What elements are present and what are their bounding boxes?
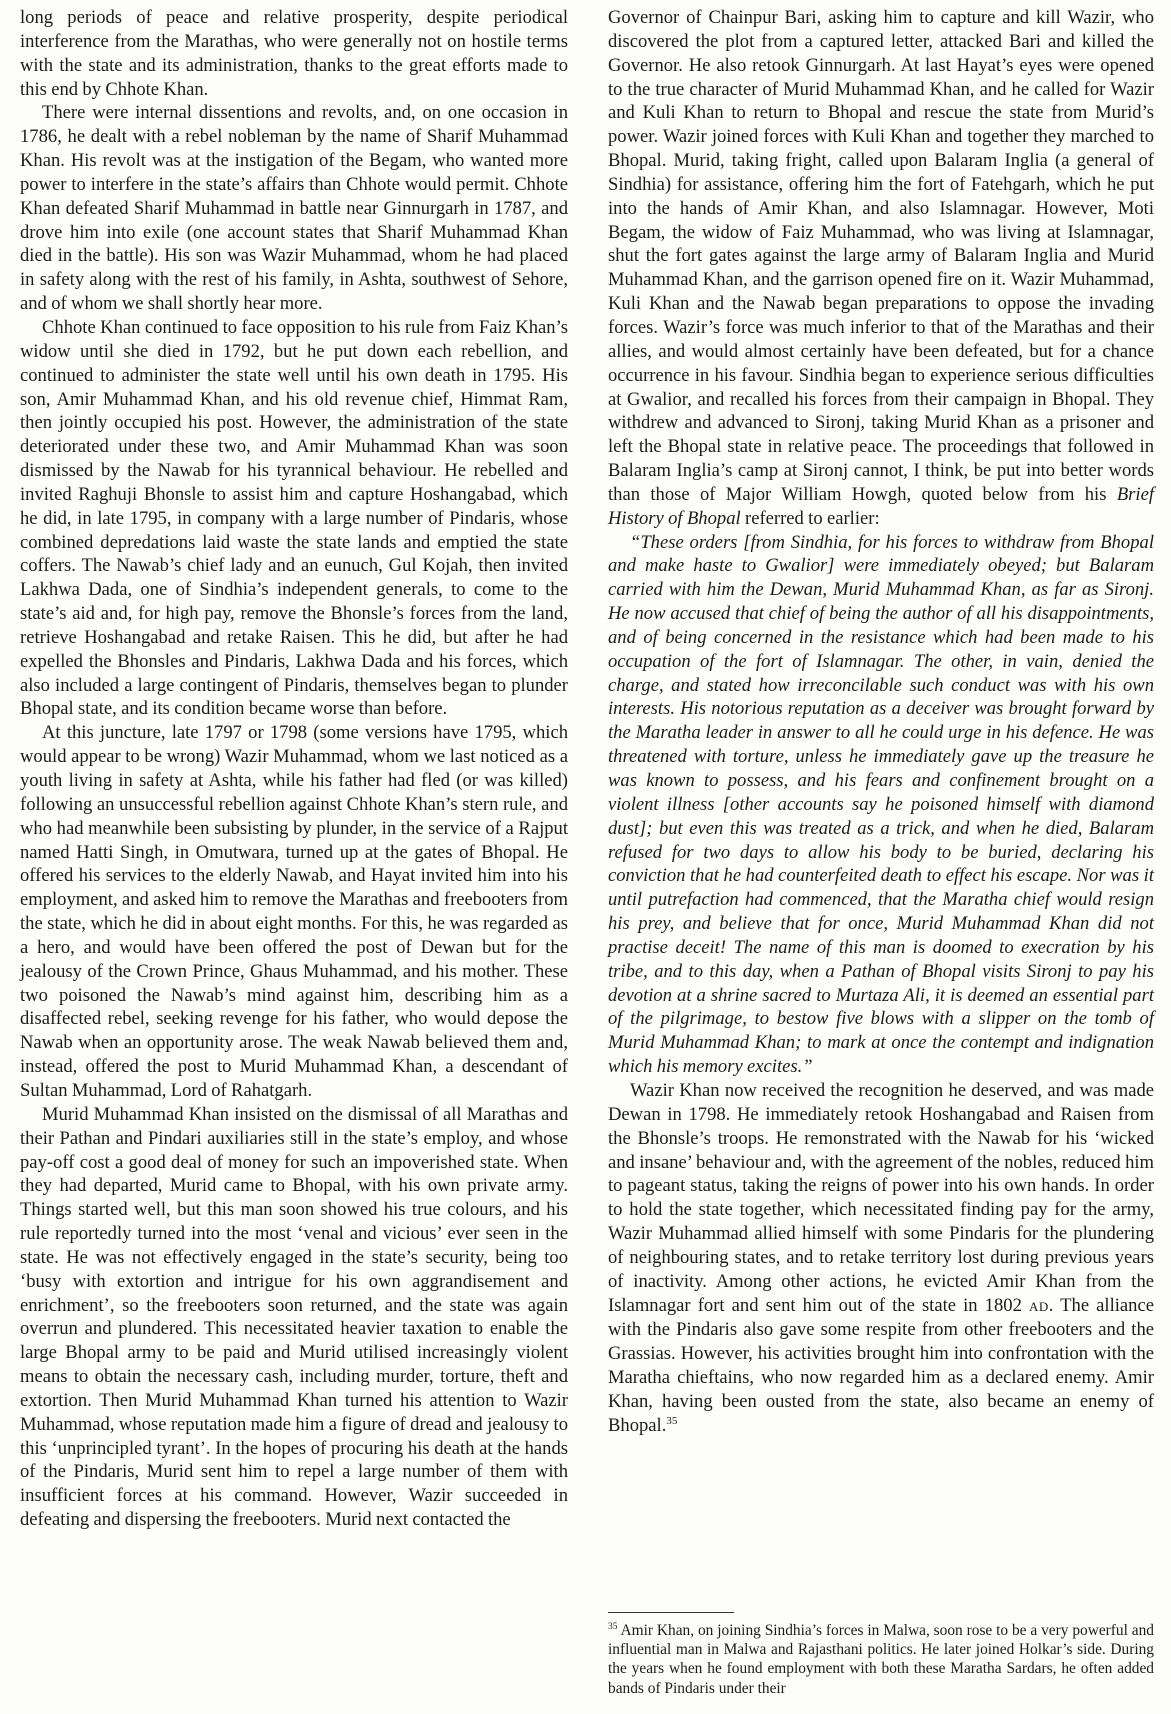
book-title: Brief History of Bhopal xyxy=(608,483,1154,529)
footnote-divider xyxy=(608,1612,734,1613)
block-quote: “These orders [from Sindhia, for his forces to withdraw from Bhopal and make haste to Gwalior] were immediately obeyed; but Balaram carried with him the Dewan, Murid Muhammad Khan, as far as Sironj. He now accused that chief of being the author of all his disappointments, and of being concerned in the resistance which had been made to his occupation of the fort of Islamnagar. The other, in vain, denied the charge, and stated how irreconcilable such conduct was with his own interests. His notorious reputation as a deceiver was brought forward by the Maratha leader in answer to all he could urge in his defence. He was threatened with torture, unless he immediately gave up the treasure he was known to possess, and his fears and confinement brought on a violent illness [other accounts say he poisoned himself with diamond dust]; but even this was treated as a trick, and when he died, Balaram refused for two days to allow his body to be buried, declaring his conviction that he had counterfeited death to effect his escape. Nor was it until putrefaction had commenced, that the Maratha chief would resign his prey, and believe that for once, Murid Muhammad Khan did not practise deceit! The name of this man is doomed to execration by his tribe, and to this day, when a Pathan of Bhopal visits Sironj to pay his devotion at a shrine sacred to Murtaza Ali, it is deemed an essential part of the pilgrimage, to bestow five blows with a slipper on the tomb of Murid Muhammad Khan; to mark at once the contempt and indignation which his memory excites.” xyxy=(608,531,1154,1078)
paragraph-text: referred to earlier: xyxy=(740,507,880,529)
footnote xyxy=(608,1621,1154,1698)
era-abbreviation: AD xyxy=(1028,1298,1049,1314)
paragraph: Murid Muhammad Khan insisted on the dismissal of all Marathas and their Pathan and Pindari auxiliaries still in the state’s employ, and whose pay-off cost a good deal of money for such an impoverished state. When they had departed, Murid came to Bhopal, with his own private army. Things started well, but this man soon showed his true colours, and his rule reportedly turned into the most ‘venal and vicious’ ever seen in the state. He was not effectively engaged in the state’s security, being too ‘busy with extortion and intrigue for his own aggrandisement and enrichment’, so the freebooters soon returned, and the state was again overrun and plundered. This necessitated heavier taxation to enable the large Bhopal army to be paid and Murid utilised increasingly violent means to obtain the necessary cash, including murder, torture, theft and extortion. Then Murid Muhammad Khan turned his attention to Wazir Muhammad, whose reputation made him a figure of dread and jealousy to this ‘unprincipled tyrant’. In the hopes of procuring his death at the hands of the Pindaris, Murid sent him to repel a large number of them with insufficient forces at his command. However, Wazir succeeded in defeating and dispersing the freebooters. Murid next contacted the xyxy=(20,1103,568,1531)
paragraph-text: Governor of Chainpur Bari, asking him to capture and kill Wazir, who discovered the plot from a captured letter, attacked Bari and killed the Governor. He also retook Ginnurgarh. At last Hayat’s eyes were opened to the true character of Murid Muhammad Khan, and he called for Wazir and Kuli Khan to return to Bhopal and rescue the state from Murid’s power. Wazir joined forces with Kuli Khan and together they marched to Bhopal. Murid, taking fright, called upon Balaram Inglia (a general of Sindhia) for assistance, offering him the fort of Fatehgarh, which he put into the hands of Amir Khan, and also Islamnagar. However, Moti Begam, the widow of Faiz Muhammad, who was living at Islamnagar, shut the fort gates against the large army of Balaram Inglia and Murid Muhammad Khan, and the garrison opened fire on it. Wazir Muhammad, Kuli Khan and the Nawab began preparations to oppose the invading forces. Wazir’s force was much inferior to that of the Marathas and their allies, and would almost certainly have been defeated, but for a chance occurrence in his favour. Sindhia began to experience serious difficulties at Gwalior, and recalled his forces from their campaign in Bhopal. They withdrew and advanced to Sironj, taking Murid Khan as a prisoner and left the Bhopal state in relative peace. The proceedings that followed in Balaram Inglia’s camp at Sironj cannot, I think, be put into better words than those of Major William Howgh, quoted below from his xyxy=(608,7,1154,505)
paragraph xyxy=(608,1079,1154,1438)
footnote-text: Amir Khan, on joining Sindhia’s forces in Malwa, soon rose to be a very powerful and influential man in Malwa and Rajasthani politics. He later joined Holkar’s side. During the years when he found employment with both these Maratha Sardars, he often added bands of Pindaris under their xyxy=(608,1622,1154,1697)
paragraph-text: . The alliance with the Pindaris also gave some respite from other freebooters and the Grassias. However, his activities brought him into confrontation with the Maratha chieftains, who now regarded him as a declared enemy. Amir Khan, having been ousted from the state, also became an enemy of Bhopal. xyxy=(608,1294,1154,1436)
footnote-reference[interactable]: 35 xyxy=(666,1414,678,1427)
paragraph-text: Wazir Khan now received the recognition he deserved, and was made Dewan in 1798. He immediately retook Hoshangabad and Raisen from the Bhonsle’s troops. He remonstrated with the Nawab for his ‘wicked and insane’ behaviour and, with the agreement of the nobles, reduced him to pageant status, taking the reigns of power into his own hands. In order to hold the state together, which necessitated finding pay for the army, Wazir Muhammad allied himself with some Pindaris for the plundering of neighbouring states, and to retake territory lost during previous years of inactivity. Among other actions, he evicted Amir Khan from the Islamnagar fort and sent him out of the state in 1802 xyxy=(608,1079,1154,1316)
paragraph: Chhote Khan continued to face opposition to his rule from Faiz Khan’s widow until she died in 1792, but he put down each rebellion, and continued to administer the state well until his own death in 1795. His son, Amir Muhammad Khan, and his old revenue chief, Himmat Ram, then jointly occupied his post. However, the administration of the state deteriorated under these two, and Amir Muhammad Khan was soon dismissed by the Nawab for his tyrannical behaviour. He rebelled and invited Raghuji Bhonsle to assist him and capture Hoshangabad, which he did, in late 1795, in company with a large number of Pindaris, whose combined depredations laid waste the state lands and emptied the state coffers. The Nawab’s chief lady and an eunuch, Gul Kojah, then invited Lakhwa Dada, one of Sindhia’s independent generals, to come to the state’s aid and, for high pay, remove the Bhonsle’s forces from the land, retrieve Hoshangabad and retake Raisen. This he did, but after he had expelled the Bhonsles and Pindaris, Lakhwa Dada and his forces, which also included a large contingent of Pindaris, themselves began to plunder Bhopal state, and its condition became worse than before. xyxy=(20,316,568,720)
footnote-number: 35 xyxy=(608,1621,618,1632)
paragraph xyxy=(608,6,1154,531)
right-text-column xyxy=(608,6,1154,1438)
paragraph: long periods of peace and relative prosperity, despite periodical interference from the Marathas, who were generally not on hostile terms with the state and its administration, thanks to the great efforts made to this end by Chhote Khan. xyxy=(20,7,568,100)
paragraph: At this juncture, late 1797 or 1798 (some versions have 1795, which would appear to be wrong) Wazir Muhammad, whom we last noticed as a youth living in safety at Ashta, while his father had fled (or was killed) following an unsuccessful rebellion against Chhote Khan’s stern rule, and who had meanwhile been subsisting by plunder, in the service of a Rajput named Hatti Singh, in Omutwara, turned up at the gates of Bhopal. He offered his services to the elderly Nawab, and Hayat invited him into his employment, and asked him to remove the Marathas and freebooters from the state, which he did in about eight months. For this, he was regarded as a hero, and would have been offered the post of Dewan but for the jealousy of the Crown Prince, Ghaus Muhammad, and his mother. These two poisoned the Nawab’s mind against him, describing him as a disaffected rebel, seeking revenge for his father, who would depose the Nawab when an opportunity arose. The weak Nawab believed them and, instead, offered the post to Murid Muhammad Khan, a descendant of Sultan Muhammad, Lord of Rahatgarh. xyxy=(20,722,568,1101)
left-text-column xyxy=(20,6,568,1532)
paragraph: There were internal dissentions and revolts, and, on one occasion in 1786, he dealt with a rebel nobleman by the name of Sharif Muhammad Khan. His revolt was at the instigation of the Begam, who wanted more power to interfere in the state’s affairs than Chhote would permit. Chhote Khan defeated Sharif Muhammad in battle near Ginnurgarh in 1787, and drove him into exile (one account states that Sharif Muhammad Khan died in the battle). His son was Wazir Muhammad, whom he had placed in safety along with the rest of his family, in Ashta, southwest of Sehore, and of whom we shall shortly hear more. xyxy=(20,102,568,315)
